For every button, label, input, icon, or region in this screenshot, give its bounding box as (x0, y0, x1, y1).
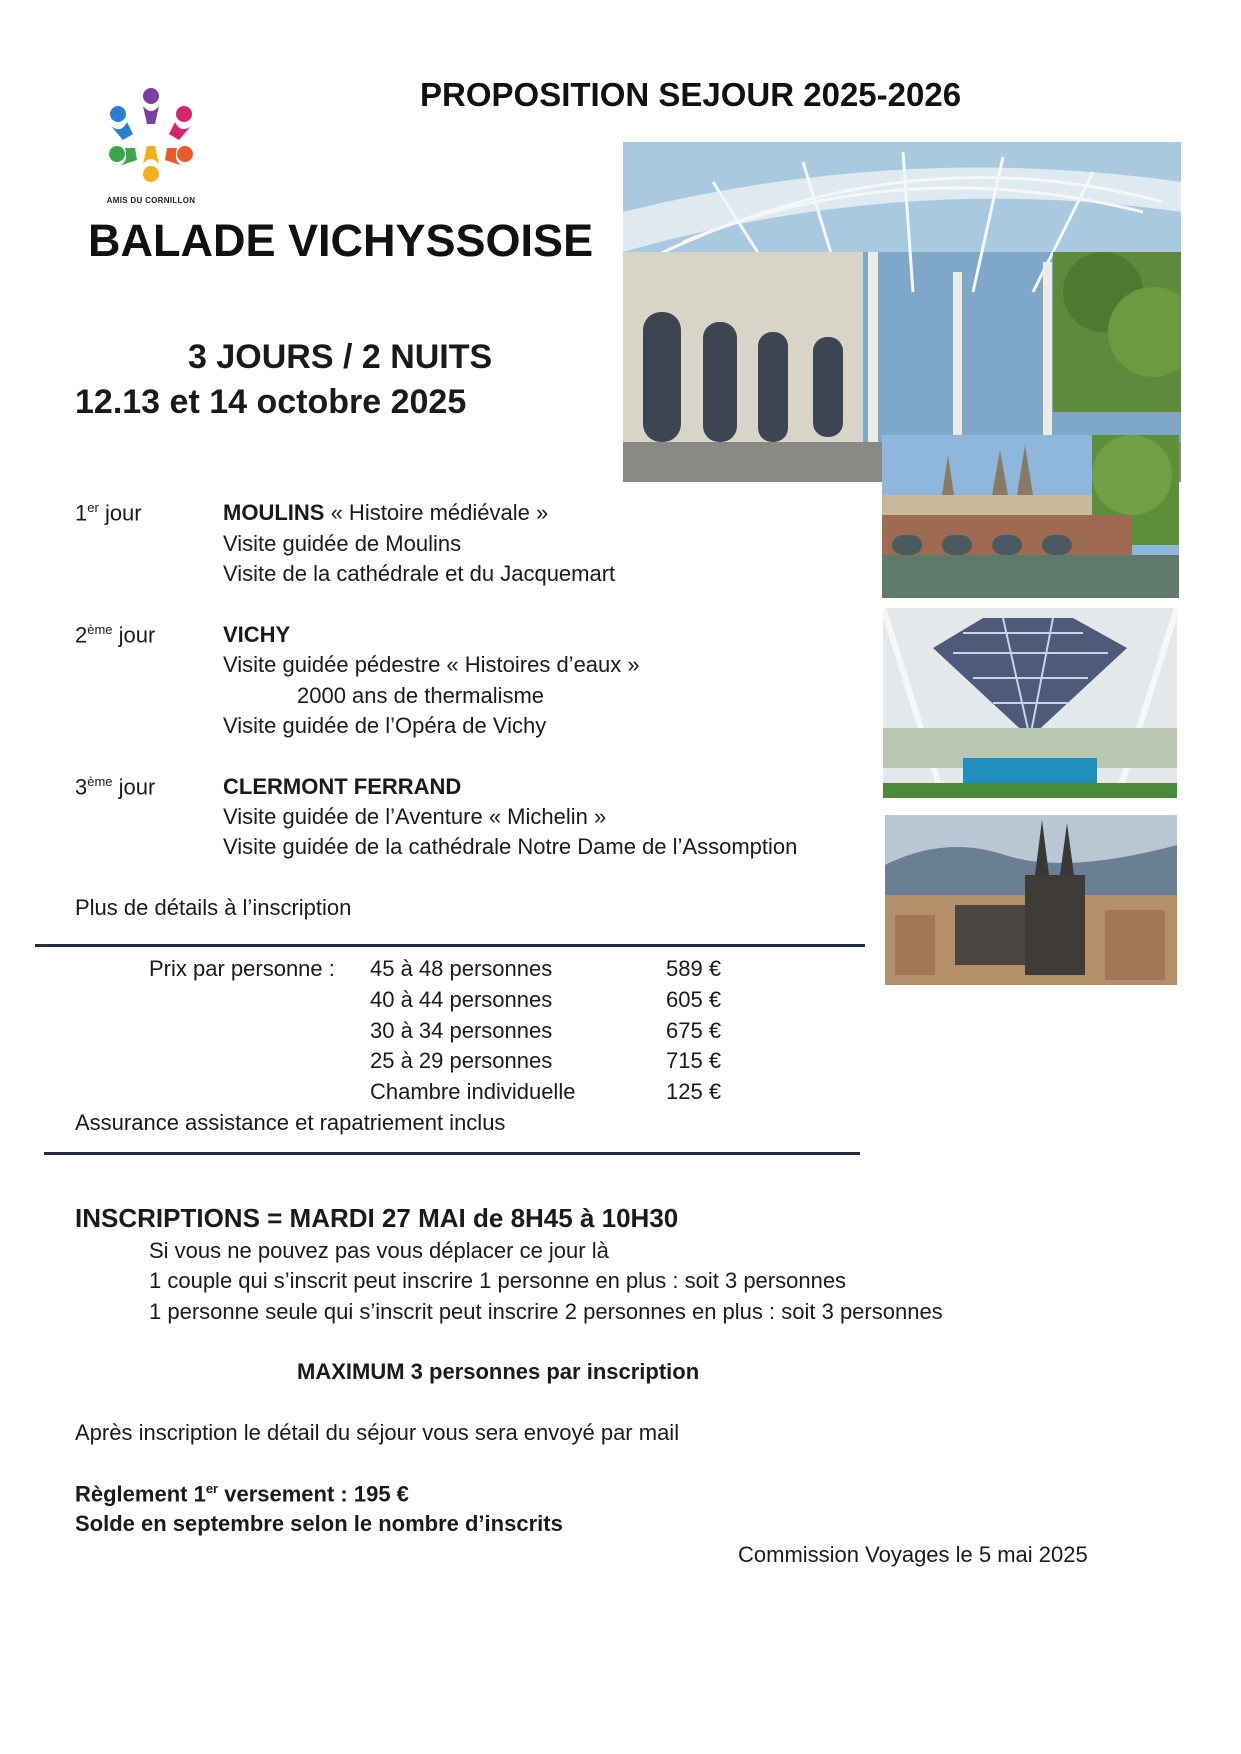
registration-maximum: MAXIMUM 3 personnes par inscription (297, 1359, 700, 1384)
divider (35, 944, 865, 947)
photo-clermont-ferrand (885, 815, 1177, 985)
day-2-label: 2ème jour (75, 622, 156, 648)
price-label: Prix par personne : (149, 956, 335, 981)
registration-line: 1 couple qui s’inscrit peut inscrire 1 personne en plus : soit 3 personnes (149, 1268, 847, 1293)
logo (88, 76, 214, 210)
payment-first: Règlement 1er versement : 195 € (75, 1481, 409, 1507)
price-group: Chambre individuelle (370, 1079, 576, 1104)
day-1-label: 1er jour (75, 500, 142, 526)
price-group: 25 à 29 personnes (370, 1048, 553, 1073)
day-2-place: VICHY (223, 622, 291, 647)
day-3-line: Visite guidée de l’Aventure « Michelin » (223, 804, 607, 829)
photo-vichy-gallery (623, 142, 1181, 482)
day-2-line: 2000 ans de thermalisme (297, 683, 545, 708)
price-value: 715 € (666, 1048, 722, 1073)
day-3-place: CLERMONT FERRAND (223, 774, 462, 799)
header-title: PROPOSITION SEJOUR 2025-2026 (420, 76, 962, 113)
people-circle-icon (88, 76, 214, 194)
day-2-line: Visite guidée de l’Opéra de Vichy (223, 713, 547, 738)
photo-hall-des-sources (883, 608, 1177, 798)
trip-title: BALADE VICHYSSOISE (88, 215, 594, 266)
payment-balance: Solde en septembre selon le nombre d’inscrits (75, 1511, 563, 1536)
photo-moulins (882, 435, 1179, 598)
price-value: 125 € (666, 1079, 722, 1104)
price-group: 30 à 34 personnes (370, 1018, 553, 1043)
price-group: 40 à 44 personnes (370, 987, 553, 1012)
registration-line: 1 personne seule qui s’inscrit peut inscrire 2 personnes en plus : soit 3 personnes (149, 1299, 943, 1324)
price-value: 675 € (666, 1018, 722, 1043)
day-1-line: Visite de la cathédrale et du Jacquemart (223, 561, 616, 586)
day-3-label: 3ème jour (75, 774, 156, 800)
insurance-note: Assurance assistance et rapatriement inclus (75, 1110, 506, 1135)
trip-dates: 12.13 et 14 octobre 2025 (75, 383, 467, 421)
registration-after: Après inscription le détail du séjour vous sera envoyé par mail (75, 1420, 680, 1445)
price-group: 45 à 48 personnes (370, 956, 553, 981)
day-3-line: Visite guidée de la cathédrale Notre Dame de l’Assomption (223, 834, 798, 859)
logo-caption: AMIS DU CORNILLON (106, 196, 196, 205)
trip-duration: 3 JOURS / 2 NUITS (188, 338, 493, 376)
details-note: Plus de détails à l’inscription (75, 895, 352, 920)
footer-signature: Commission Voyages le 5 mai 2025 (738, 1542, 1088, 1567)
registration-heading: INSCRIPTIONS = MARDI 27 MAI de 8H45 à 10H30 (75, 1203, 679, 1233)
divider (44, 1152, 860, 1155)
price-value: 589 € (666, 956, 722, 981)
day-1-place: MOULINS « Histoire médiévale » (223, 500, 549, 525)
registration-line: Si vous ne pouvez pas vous déplacer ce jour là (149, 1238, 609, 1263)
day-2-line: Visite guidée pédestre « Histoires d’eaux » (223, 652, 640, 677)
price-value: 605 € (666, 987, 722, 1012)
day-1-line: Visite guidée de Moulins (223, 531, 462, 556)
